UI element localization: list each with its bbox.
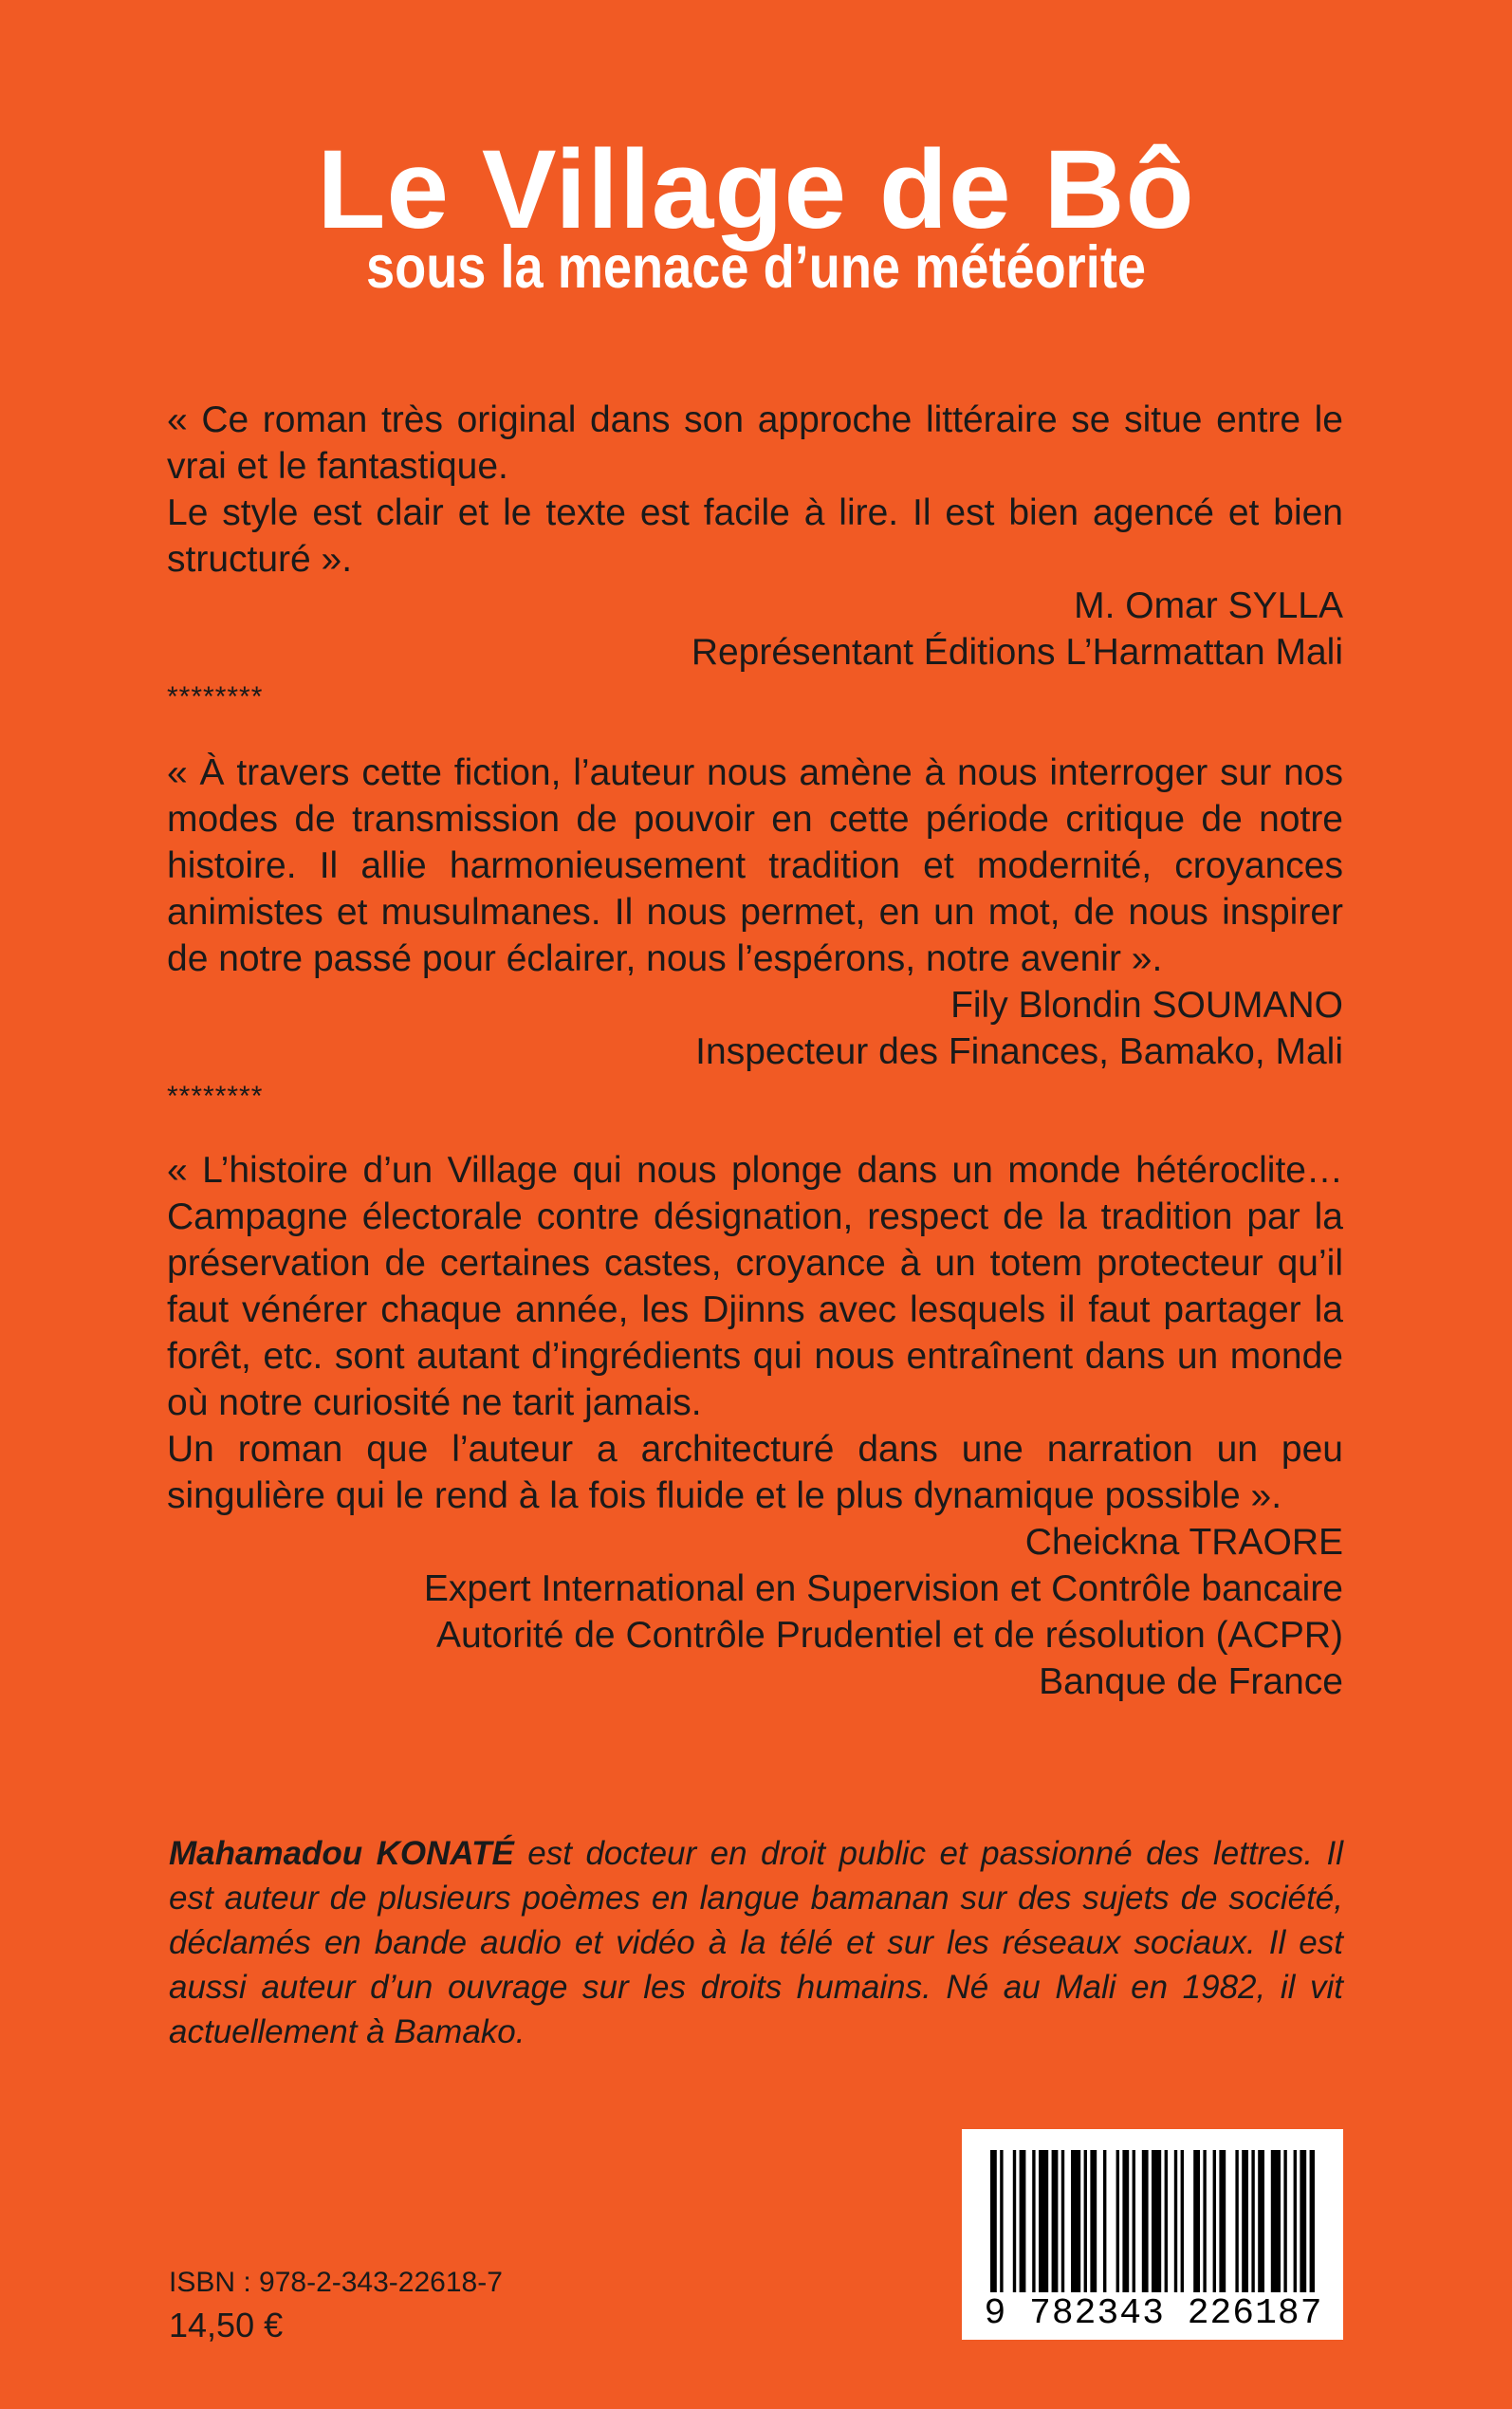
review-1-paragraph-1: « Ce roman très original dans son approche littéraire se situe entre le vrai et le fantastique. — [167, 399, 1343, 487]
separator-stars: ******** — [167, 681, 264, 713]
barcode-bar — [990, 2150, 997, 2292]
review-block-2 — [167, 750, 1343, 1124]
review-3-paragraph-2: Un roman que l’auteur a architecturé dans une narration un peu singulière qui le rend à la fois fluide et le plus dynamique possible ». — [167, 1429, 1343, 1516]
barcode-bar — [1310, 2150, 1315, 2292]
barcode-bar — [1090, 2150, 1097, 2292]
review-block-1 — [167, 397, 1343, 725]
review-1-author-title: Représentant Éditions L’Harmattan Mali — [691, 632, 1343, 673]
bio-author-first: Mahamadou — [169, 1835, 377, 1872]
barcode-bar — [1032, 2150, 1035, 2292]
barcode-bar — [1174, 2150, 1177, 2292]
barcode-bar — [1242, 2150, 1248, 2292]
barcode-bar — [1000, 2150, 1003, 2292]
review-2-author: Fily Blondin SOUMANO — [950, 985, 1343, 1026]
barcode-bar — [1116, 2150, 1119, 2292]
barcode-bar — [1103, 2150, 1106, 2292]
barcode-bar — [1213, 2150, 1216, 2292]
barcode-bar — [1271, 2150, 1281, 2292]
book-subtitle: sous la menace d’une météorite — [365, 234, 1146, 301]
barcode-bars — [990, 2150, 1315, 2292]
author-bio — [169, 1831, 1343, 2054]
barcode-bar — [1219, 2150, 1226, 2292]
barcode-bar — [1084, 2150, 1087, 2292]
barcode-bar — [1152, 2150, 1161, 2292]
barcode-bar — [1181, 2150, 1184, 2292]
review-3-author: Cheickna TRAORE — [1024, 1522, 1343, 1563]
isbn: ISBN : 978-2-343-22618-7 — [169, 2267, 503, 2298]
barcode-bar — [1122, 2150, 1129, 2292]
review-2-author-title: Inspecteur des Finances, Bamako, Mali — [695, 1031, 1343, 1072]
barcode-bar — [1133, 2150, 1135, 2292]
barcode-bar — [1039, 2150, 1048, 2292]
bio-author-last: KONATÉ — [376, 1835, 514, 1872]
barcode-number: 9 782343 226187 — [984, 2293, 1323, 2334]
barcode-bar — [1142, 2150, 1149, 2292]
review-3-author-title-3: Banque de France — [1039, 1661, 1343, 1702]
barcode-bar — [1071, 2150, 1080, 2292]
barcode-bar — [1300, 2150, 1306, 2292]
price: 14,50 € — [169, 2306, 284, 2344]
barcode-bar — [1052, 2150, 1059, 2292]
review-1-paragraph-2: Le style est clair et le texte est facile à lire. Il est bien agencé et bien structuré ». — [167, 492, 1343, 580]
barcode-bar — [1294, 2150, 1297, 2292]
barcode-bar — [1251, 2150, 1254, 2292]
barcode-bar — [1283, 2150, 1286, 2292]
barcode-bar — [1258, 2150, 1264, 2292]
review-3-paragraph-1: « L’histoire d’un Village qui nous plonge dans un monde hétéroclite… Campagne électorale contre désignation, respect de la tradition par la préservation de certaines castes, croyance à un totem protecteur qu’il faut vénérer chaque année, les Djinns avec lesquels il faut partager la forêt, etc. sont autant d’ingrédients qui nous entraînent dans un monde où notre curiosité ne tarit jamais. — [167, 1150, 1343, 1423]
review-3-author-title-1: Expert International en Supervision et Contrôle bancaire — [423, 1568, 1343, 1609]
barcode — [962, 2129, 1343, 2340]
barcode-bar — [1203, 2150, 1206, 2292]
barcode-bar — [1061, 2150, 1064, 2292]
barcode-bar — [1165, 2150, 1168, 2292]
review-block-3 — [167, 1147, 1343, 1705]
review-3-author-title-2: Autorité de Contrôle Prudentiel et de résolution (ACPR) — [436, 1615, 1343, 1656]
book-title: Le Village de Bô — [317, 127, 1195, 252]
bio-text: est docteur en droit public et passionné des lettres. Il est auteur de plusieurs poèmes en langue bamanan sur des sujets de société, déclamés en bande audio et vidéo à la télé et sur les réseaux sociaux. Il est aussi auteur d’un ouvrage sur les droits humains. Né au Mali en 1982, il vit actuellement à Bamako. — [169, 1835, 1344, 2050]
review-2-paragraph-1: « À travers cette fiction, l’auteur nous amène à nous interroger sur nos modes de transmission de pouvoir en cette période critique de notre histoire. Il allie harmonieusement tradition et modernité, croyances animistes et musulmanes. Il nous permet, en un mot, de nous inspirer de notre passé pour éclairer, nous l’espérons, notre avenir ». — [167, 752, 1343, 979]
barcode-bar — [1193, 2150, 1200, 2292]
barcode-bar — [1013, 2150, 1016, 2292]
barcode-bar — [1020, 2150, 1026, 2292]
review-1-author: M. Omar SYLLA — [1074, 585, 1343, 626]
barcode-bar — [1235, 2150, 1238, 2292]
separator-stars: ******** — [167, 1081, 264, 1112]
